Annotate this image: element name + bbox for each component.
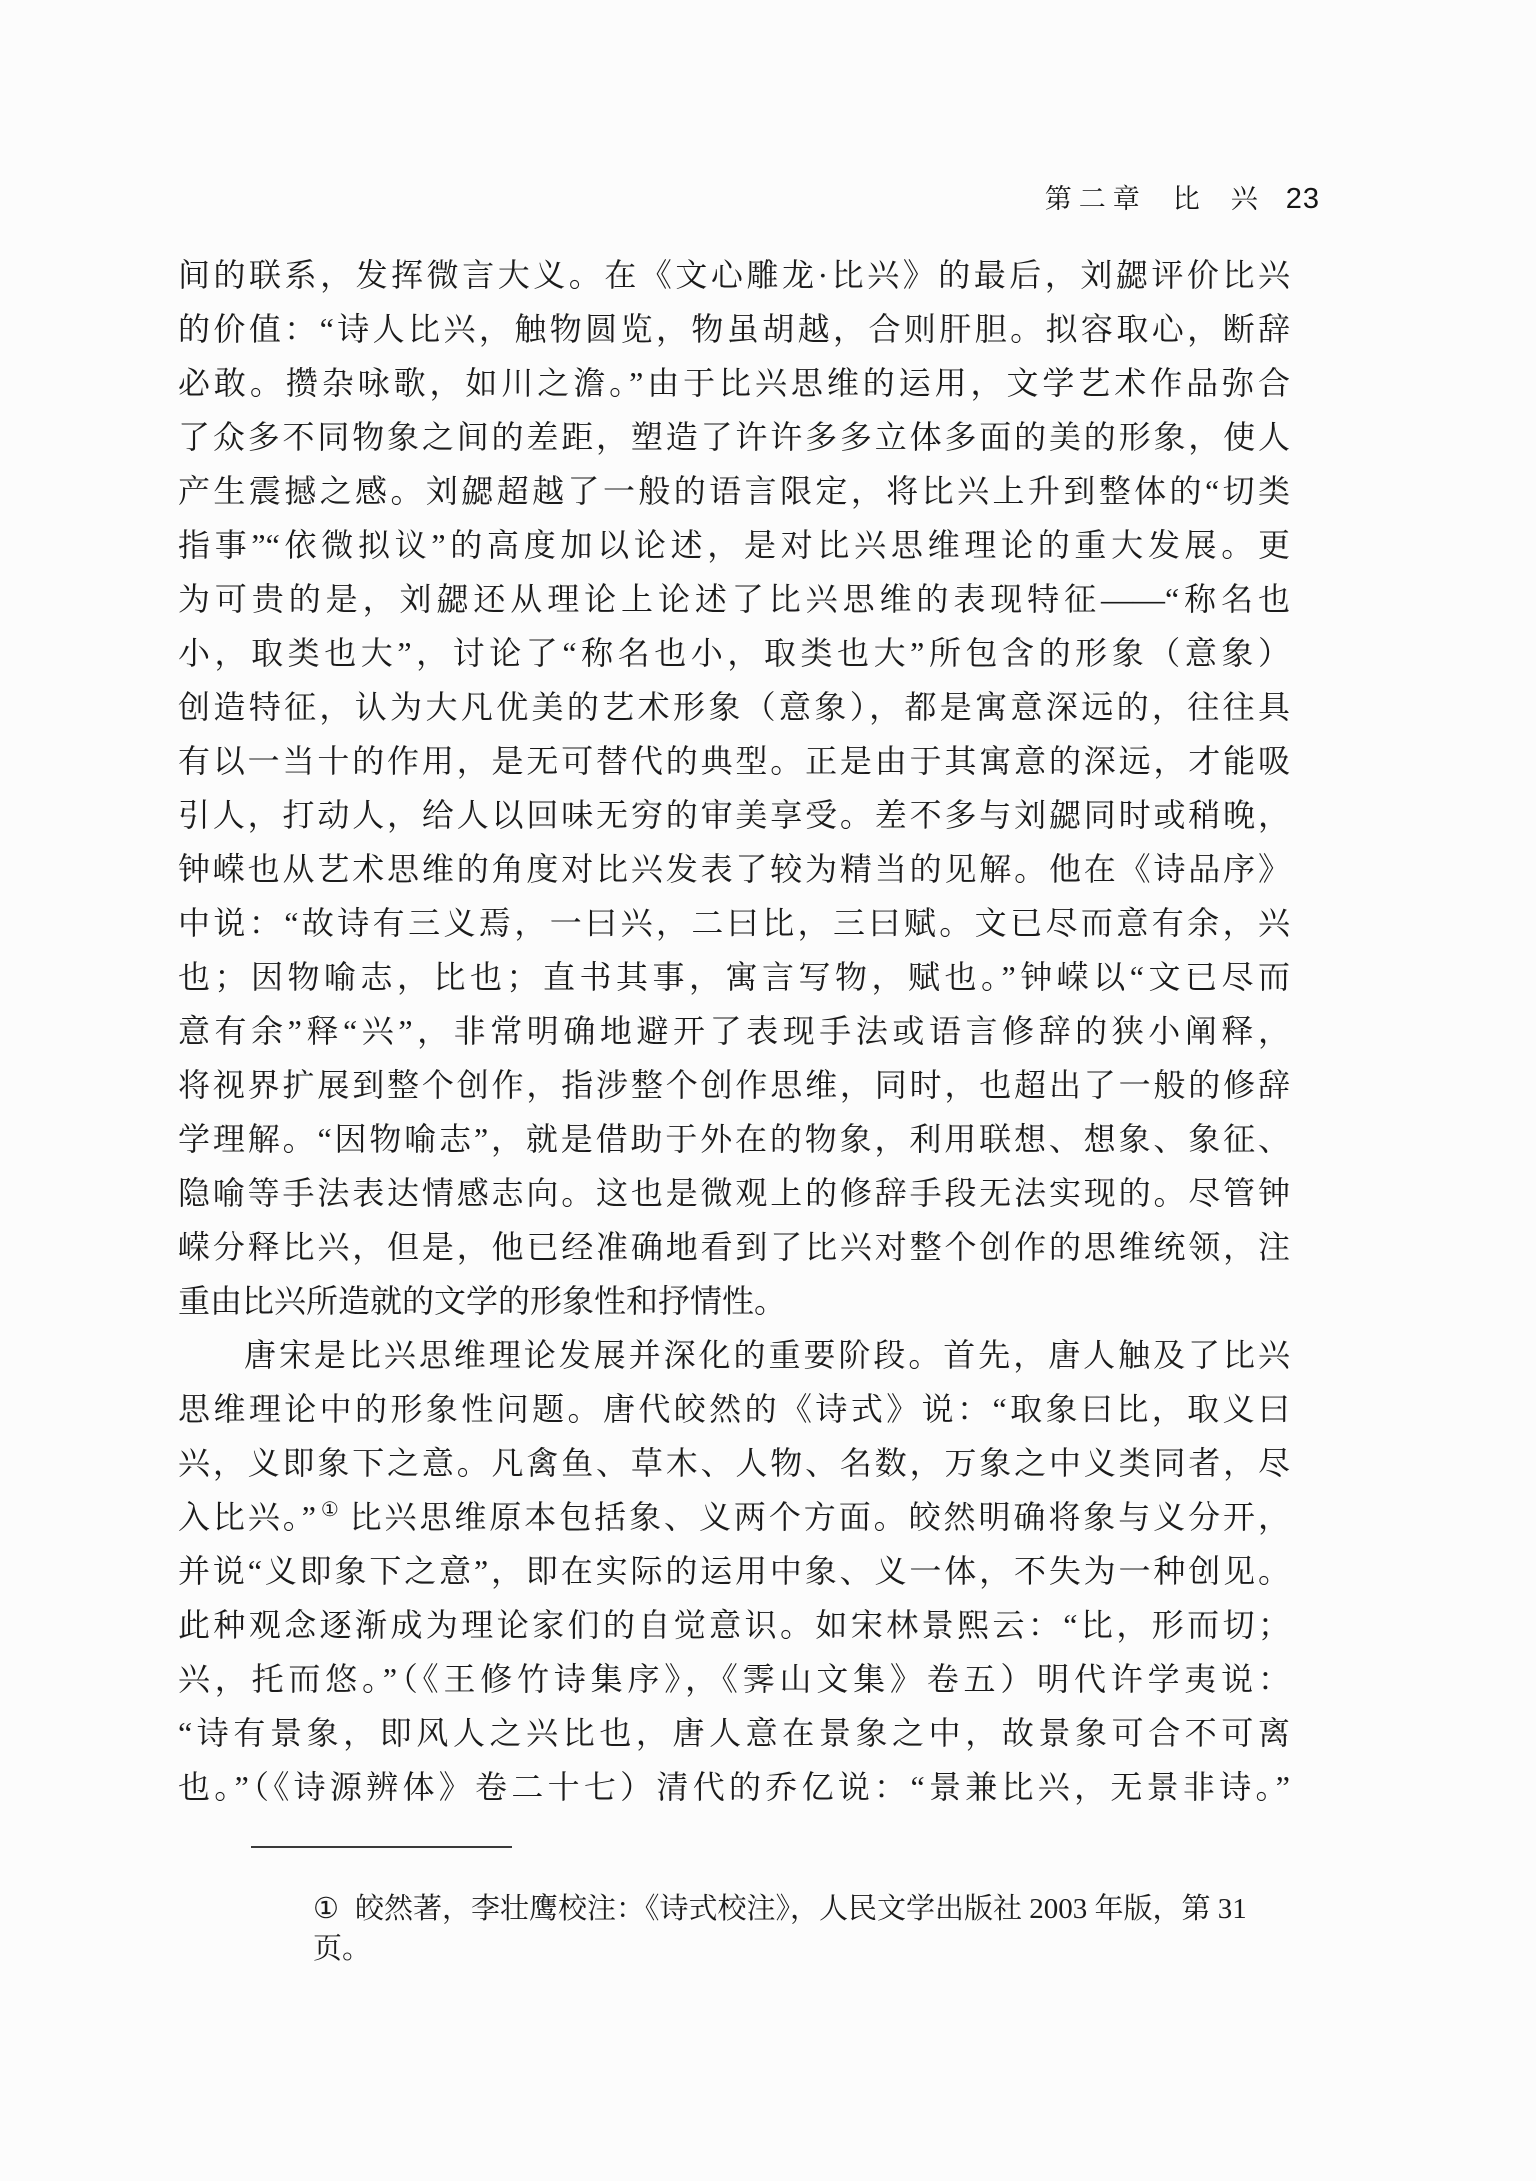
text-line: 创造特征，认为大凡优美的艺术形象（意象），都是寓意深远的，往往具 xyxy=(178,689,1290,725)
footnote-reference-mark: ① xyxy=(317,1499,342,1522)
text-line: 此种观念逐渐成为理论家们的自觉意识。如宋林景熙云：“比，形而切； xyxy=(178,1607,1290,1643)
text-line: 并说“义即象下之意”，即在实际的运用中象、义一体，不失为一种创见。 xyxy=(178,1553,1290,1589)
text-line: 也。”（《诗源辨体》卷二十七）清代的乔亿说：“景兼比兴，无景非诗。” xyxy=(178,1769,1290,1805)
text-line: 必敢。攒杂咏歌，如川之澹。”由于比兴思维的运用，文学艺术作品弥合 xyxy=(178,365,1290,401)
text-line: 学理解。“因物喻志”，就是借助于外在的物象，利用联想、想象、象征、 xyxy=(178,1121,1290,1157)
text-line: 小，取类也大”，讨论了“称名也小，取类也大”所包含的形象（意象） xyxy=(178,635,1290,671)
footnote-text: 皎然著，李壮鹰校注：《诗式校注》，人民文学出版社 2003 年版，第 31 页。 xyxy=(313,1893,1247,1965)
footnote xyxy=(178,1889,1290,1969)
text-line: 为可贵的是，刘勰还从理论上论述了比兴思维的表现特征——“称名也 xyxy=(178,581,1290,617)
text-line: 思维理论中的形象性问题。唐代皎然的《诗式》说：“取象曰比，取义曰 xyxy=(178,1391,1290,1427)
text-line: 也；因物喻志，比也；直书其事，寓言写物，赋也。”钟嵘以“文已尽而 xyxy=(178,959,1290,995)
chapter-title: 比 兴 xyxy=(1172,184,1260,214)
text-line: 重由比兴所造就的文学的形象性和抒情性。 xyxy=(178,1283,787,1319)
footnote-marker: ① xyxy=(313,1893,339,1925)
footnote-separator-rule xyxy=(251,1846,512,1848)
text-segment: 入比兴。” xyxy=(178,1499,316,1535)
text-line: 嵘分释比兴，但是，他已经准确地看到了比兴对整个创作的思维统领，注 xyxy=(178,1229,1290,1265)
text-line: 有以一当十的作用，是无可替代的典型。正是由于其寓意的深远，才能吸 xyxy=(178,743,1290,779)
text-line: 引人，打动人，给人以回味无穷的审美享受。差不多与刘勰同时或稍晚， xyxy=(178,797,1290,833)
text-line: 的价值：“诗人比兴，触物圆览，物虽胡越，合则肝胆。拟容取心，断辞 xyxy=(178,311,1290,347)
body-text xyxy=(178,248,1290,1814)
text-line: 隐喻等手法表达情感志向。这也是微观上的修辞手段无法实现的。尽管钟 xyxy=(178,1175,1290,1211)
text-line: 间的联系，发挥微言大义。在《文心雕龙·比兴》的最后，刘勰评价比兴 xyxy=(178,257,1290,293)
text-line: “诗有景象，即风人之兴比也，唐人意在景象之中，故景象可合不可离 xyxy=(178,1715,1290,1751)
text-line: 将视界扩展到整个创作，指涉整个创作思维，同时，也超出了一般的修辞 xyxy=(178,1067,1290,1103)
text-line: 钟嵘也从艺术思维的角度对比兴发表了较为精当的见解。他在《诗品序》 xyxy=(178,851,1290,887)
text-line: 唐宋是比兴思维理论发展并深化的重要阶段。首先，唐人触及了比兴 xyxy=(244,1337,1290,1373)
chapter-label: 第二章 xyxy=(1044,184,1147,214)
text-line: 兴，托而悠。”（《王修竹诗集序》，《霁山文集》卷五）明代许学夷说： xyxy=(178,1661,1290,1697)
paragraph-2 xyxy=(178,1328,1290,1814)
text-segment: 比兴思维原本包括象、义两个方面。皎然明确将象与义分开， xyxy=(349,1499,1290,1535)
text-line: 了众多不同物象之间的差距，塑造了许许多多立体多面的美的形象，使人 xyxy=(178,419,1290,455)
paragraph-1 xyxy=(178,248,1290,1328)
text-line-with-footnote-ref xyxy=(178,1490,1290,1544)
page-number: 23 xyxy=(1285,183,1320,215)
text-line: 指事”“依微拟议”的高度加以论述，是对比兴思维理论的重大发展。更 xyxy=(178,527,1290,563)
text-line: 中说：“故诗有三义焉，一曰兴，二曰比，三曰赋。文已尽而意有余，兴 xyxy=(178,905,1290,941)
text-line: 产生震撼之感。刘勰超越了一般的语言限定，将比兴上升到整体的“切类 xyxy=(178,473,1290,509)
text-line: 意有余”释“兴”，非常明确地避开了表现手法或语言修辞的狭小阐释， xyxy=(178,1013,1290,1049)
running-header xyxy=(178,183,1320,215)
text-line: 兴，义即象下之意。凡禽鱼、草木、人物、名数，万象之中义类同者，尽 xyxy=(178,1445,1290,1481)
